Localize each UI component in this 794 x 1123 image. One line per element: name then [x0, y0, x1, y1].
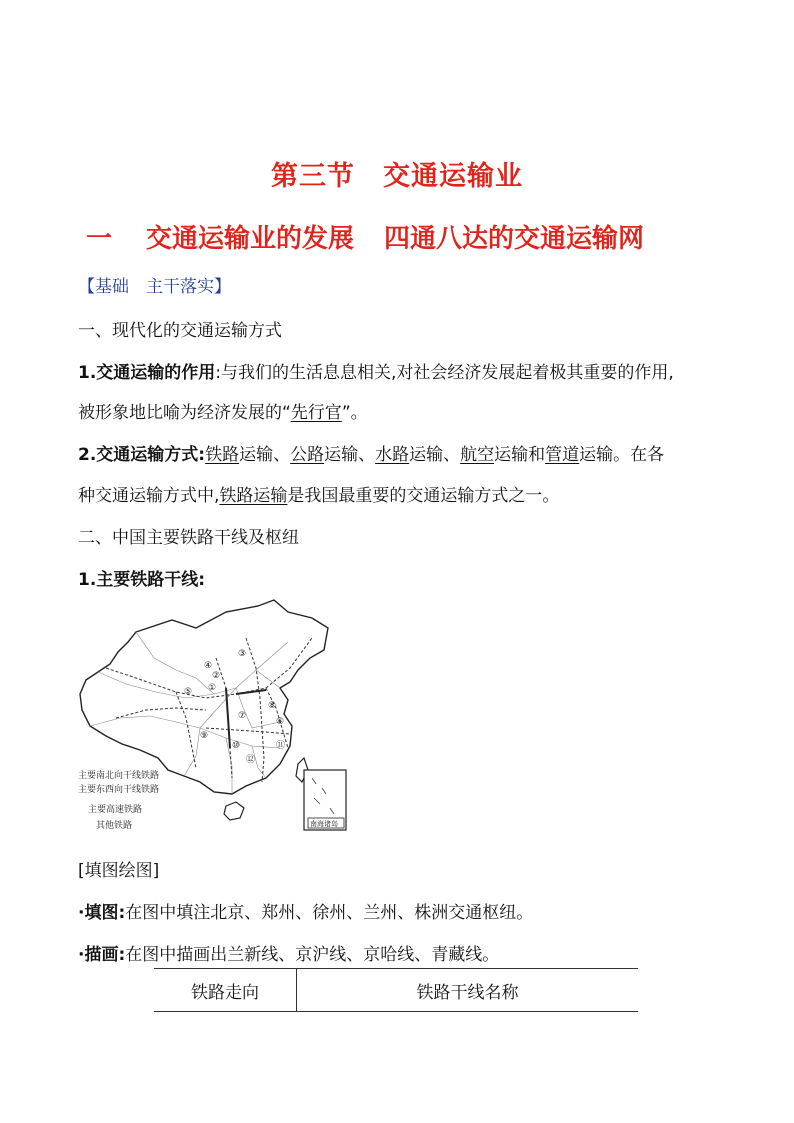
p1-text2a: 被形象地比喻为经济发展的“: [78, 403, 291, 423]
draw-instruction: [78, 940, 499, 965]
hainan-island: [224, 802, 244, 820]
fill-label: ·填图:: [78, 903, 126, 923]
railway-table: [154, 968, 638, 1012]
map-marker: ⑫: [246, 755, 256, 765]
map-marker: ⑩: [232, 741, 241, 751]
map-marker: ⑥: [276, 717, 285, 727]
map-marker: ④: [204, 661, 213, 671]
legend-item: 主要高速铁路: [88, 805, 143, 815]
p2-blank-air: 航空: [460, 445, 495, 465]
map-marker: ②: [212, 671, 221, 681]
p2-line2b: 是我国最重要的交通运输方式之一。: [287, 486, 560, 506]
p1-blank: 先行官: [290, 403, 342, 423]
p2-line2-blank: 铁路运输: [219, 486, 288, 506]
fill-instruction: [78, 898, 533, 923]
p2-text: 运输和: [494, 445, 546, 465]
p3-label: 1.主要铁路干线:: [78, 570, 206, 590]
section2-heading: 二、中国主要铁路干线及枢纽: [78, 528, 299, 548]
legend-item: 主要东西向干线铁路: [78, 785, 160, 795]
legend-item: 主要南北向干线铁路: [78, 771, 160, 781]
page-subtitle: [86, 218, 726, 255]
map-marker: ③: [238, 649, 247, 659]
p2-line2a: 种交通运输方式中,: [78, 486, 220, 506]
p2-label: 2.交通运输方式:: [78, 445, 206, 465]
p2-blank-road: 公路: [290, 445, 325, 465]
paragraph-1-line2: [78, 398, 368, 423]
fill-text: 在图中填注北京、郑州、徐州、兰州、株洲交通枢纽。: [125, 903, 534, 923]
table-header-line-name: 铁路干线名称: [297, 969, 639, 1012]
map-marker: ⑦: [238, 711, 247, 721]
subtitle-part2: 四通八达的交通运输网: [384, 224, 645, 254]
china-railway-map: [76, 598, 348, 836]
draw-text: 在图中描画出兰新线、京沪线、京哈线、青藏线。: [125, 945, 500, 965]
map-figure: [76, 598, 348, 836]
map-marker: ⑧: [268, 701, 277, 711]
subtitle-part1: 交通运输业的发展: [146, 224, 355, 254]
paragraph-1-line1: [78, 358, 674, 383]
map-marker: ⑪: [276, 741, 286, 751]
p1-text2b: ”。: [341, 403, 368, 423]
draw-label: ·描画:: [78, 945, 126, 965]
section-tag: 【基础 主干落实】: [78, 277, 231, 297]
map-legend: [78, 769, 159, 831]
table-header-row: [154, 969, 638, 1012]
subtitle-number: 一: [86, 224, 113, 254]
paragraph-2-line2: [78, 481, 559, 506]
p1-text1: :与我们的生活息息相关,对社会经济发展起着极其重要的作用,: [215, 363, 674, 383]
p2-text: 运输、: [324, 445, 376, 465]
table-header-direction: 铁路走向: [154, 969, 297, 1012]
p1-label: 1.交通运输的作用: [78, 363, 216, 383]
legend-item: 其他铁路: [96, 821, 133, 831]
map-marker: ①: [208, 683, 217, 693]
fill-heading: [填图绘图]: [78, 861, 160, 881]
paragraph-2-line1: [78, 440, 664, 465]
south-china-sea-inset: [304, 770, 346, 830]
p2-text: 运输。在各: [579, 445, 665, 465]
page-title: 第三节 交通运输业: [271, 161, 523, 192]
p2-text: 运输、: [409, 445, 461, 465]
map-marker: ⑨: [200, 731, 209, 741]
p2-blank-railway: 铁路: [205, 445, 240, 465]
p2-blank-pipeline: 管道: [545, 445, 580, 465]
section1-heading: 一、现代化的交通运输方式: [78, 321, 282, 341]
p2-text: 运输、: [239, 445, 291, 465]
china-outline: [80, 600, 328, 794]
inset-label: 南海诸岛: [310, 820, 338, 828]
map-marker: ⑤: [184, 687, 193, 697]
p2-blank-water: 水路: [375, 445, 410, 465]
